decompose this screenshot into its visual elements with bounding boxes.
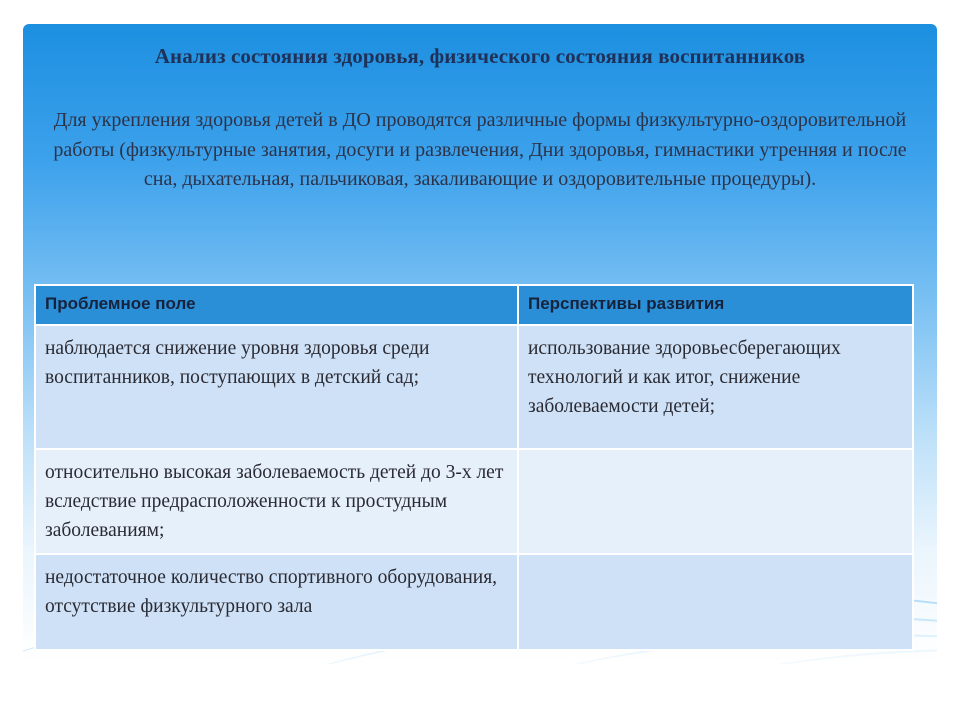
table-cell-problem: недостаточное количество спортивного оборудования, отсутствие физкультурного зала <box>35 554 518 650</box>
intro-paragraph: Для укрепления здоровья детей в ДО проводятся различные формы физкультурно-оздоровительной работы (физкультурные занятия, досуги и развлечения, Дни здоровья, гимнастики утренняя и после сна, дыхательная, пальчиковая, закаливающие и оздоровительные процедуры). <box>53 109 907 190</box>
table-row <box>35 449 913 554</box>
header-problem-field: Проблемное поле <box>35 285 518 325</box>
slide-title: Анализ состояния здоровья, физического состояния воспитанников <box>154 44 806 68</box>
table-row <box>35 554 913 650</box>
table-cell-prospect <box>518 449 913 554</box>
table-cell-prospect <box>518 554 913 650</box>
table-cell-problem: наблюдается снижение уровня здоровья среди воспитанников, поступающих в детский сад; <box>35 325 518 449</box>
table-cell-prospect: использование здоровьесберегающих технологий и как итог, снижение заболеваемости детей; <box>518 325 913 449</box>
table-cell-problem: относительно высокая заболеваемость детей до 3-х лет вследствие предрасположенности к простудным заболеваниям; <box>35 449 518 554</box>
table-header-row <box>35 285 913 325</box>
table-row <box>35 325 913 449</box>
analysis-table <box>34 284 914 651</box>
header-development-prospects: Перспективы развития <box>518 285 913 325</box>
